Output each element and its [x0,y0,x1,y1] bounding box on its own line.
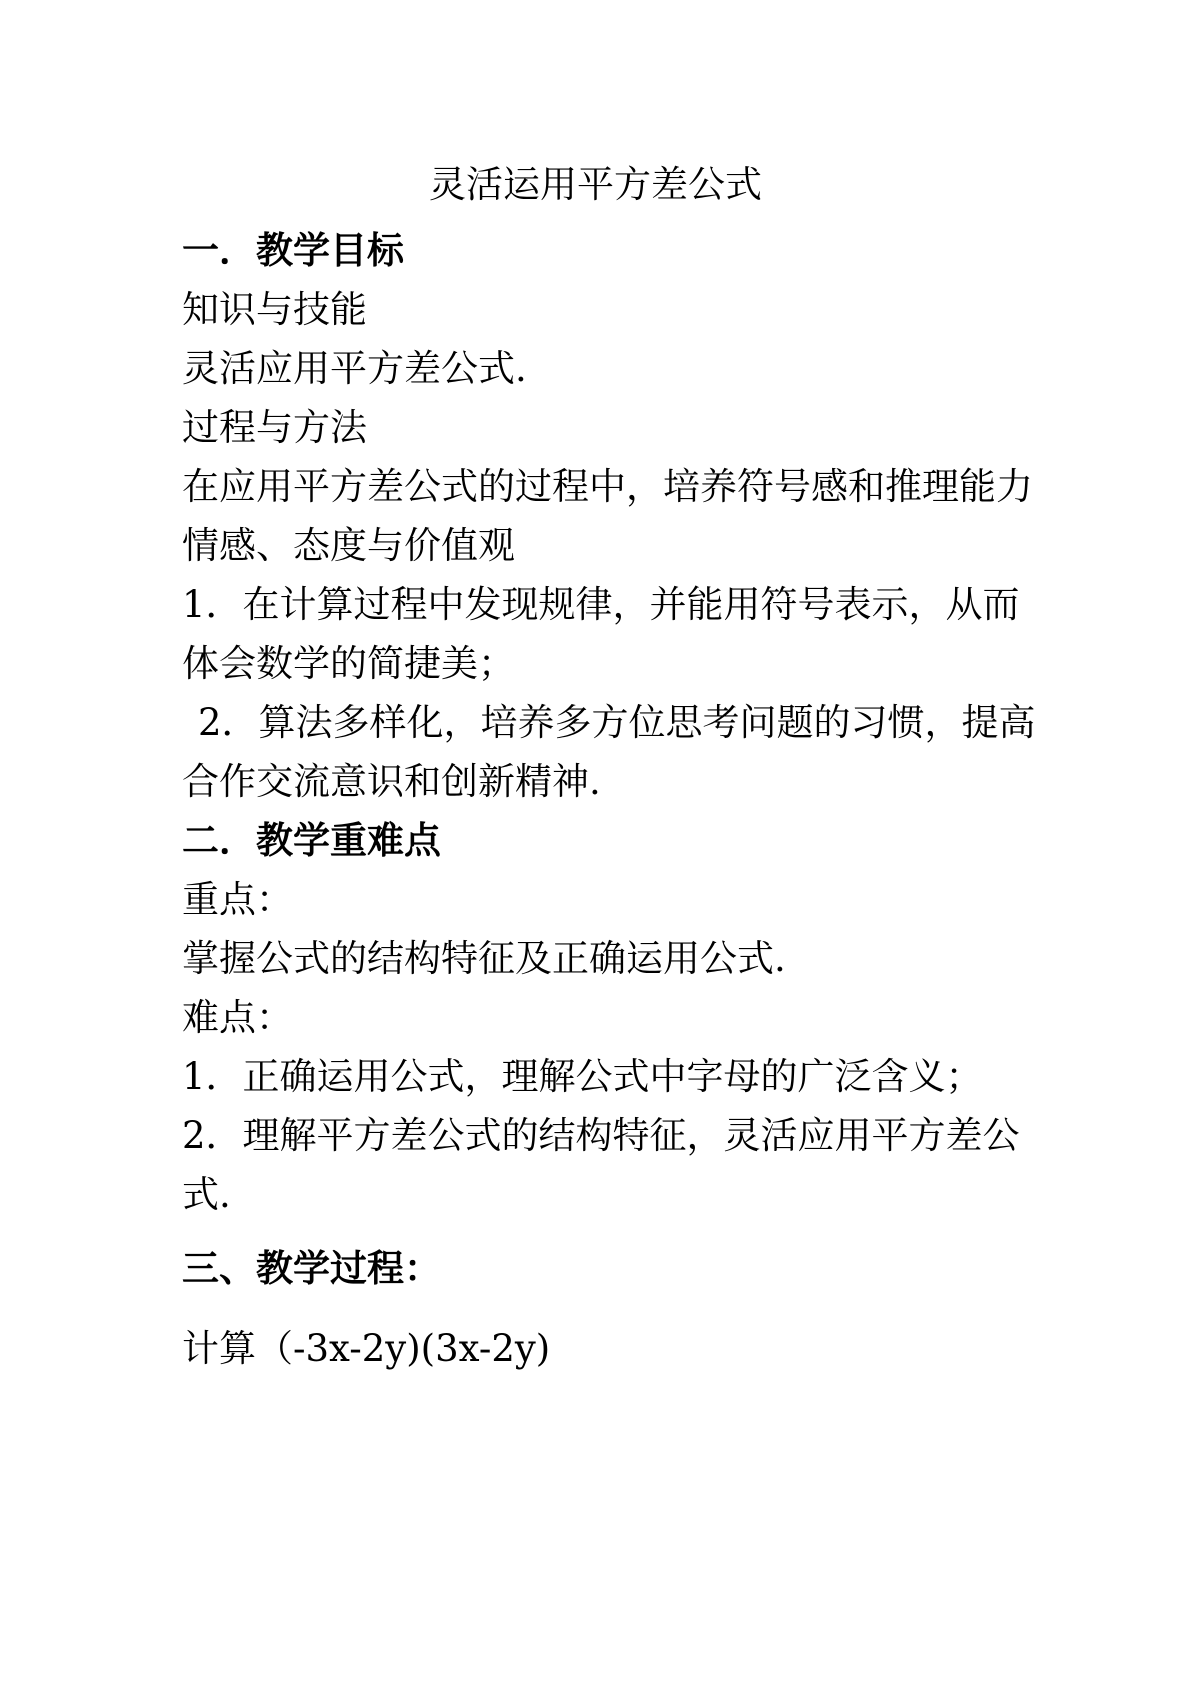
key-point-text: 掌握公式的结构特征及正确运用公式. [182,937,786,980]
document-title: 灵活运用平方差公式 [429,163,762,206]
difficulty-item-1: 1．正确运用公式，理解公式中字母的广泛含义； [182,1055,983,1098]
difficulty-item-2-line-2: 式. [182,1173,231,1216]
process-methods-text: 在应用平方差公式的过程中，培养符号感和推理能力 [182,465,1033,508]
knowledge-skills-label: 知识与技能 [182,288,367,331]
objective-item-1-line-2: 体会数学的简捷美； [182,642,515,685]
section-heading-process: 三、教学过程： [182,1247,441,1290]
difficulty-label: 难点： [182,996,293,1039]
knowledge-skills-text: 灵活应用平方差公式. [182,347,527,390]
exercise-text: 计算（-3x-2y)(3x-2y) [182,1327,551,1370]
objective-item-1-line-1: 1．在计算过程中发现规律，并能用符号表示，从而 [182,583,1020,626]
process-methods-label: 过程与方法 [182,406,367,449]
key-point-label: 重点： [182,878,293,921]
objective-item-2-line-2: 合作交流意识和创新精神. [182,760,601,803]
emotion-values-label: 情感、态度与价值观 [182,524,515,567]
difficulty-item-2-line-1: 2．理解平方差公式的结构特征，灵活应用平方差公 [182,1114,1020,1157]
objective-item-2-line-1: 2．算法多样化，培养多方位思考问题的习惯，提高 [198,701,1036,744]
section-heading-key-points: 二．教学重难点 [182,819,441,862]
section-heading-objectives: 一．教学目标 [182,229,404,272]
